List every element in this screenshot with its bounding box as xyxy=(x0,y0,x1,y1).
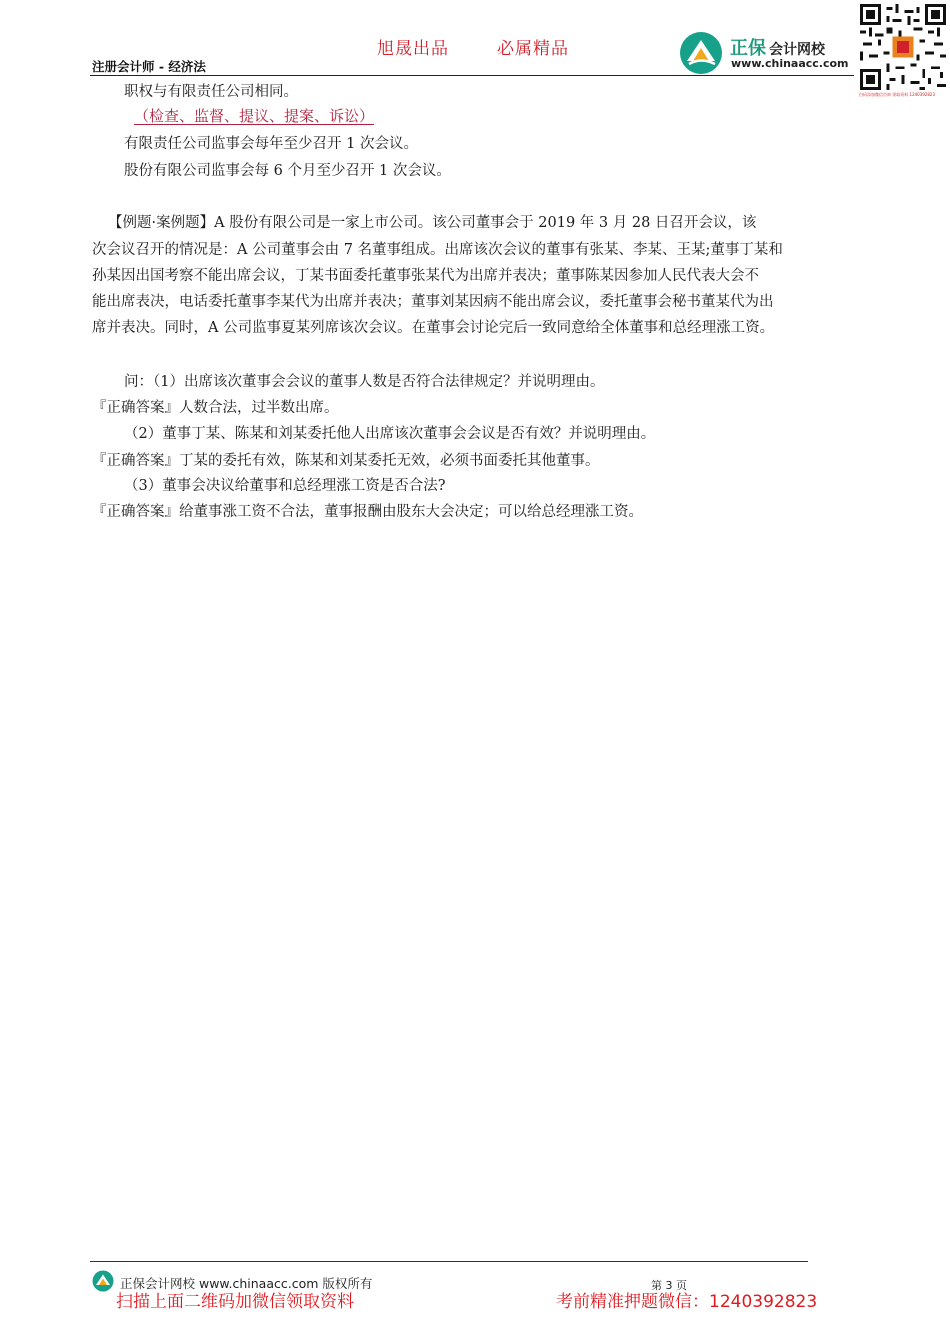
case-line: 次会议召开的情况是：A 公司董事会由 7 名董事组成。出席该次会议的董事有张某、李某、王某;董事丁某和 xyxy=(92,242,783,258)
header-slogan-left: 旭晟出品 xyxy=(377,39,449,59)
highlight-keywords: （检查、监督、提议、提案、诉讼） xyxy=(134,107,375,125)
page-number: 第 3 页 xyxy=(651,1279,687,1292)
body-line-3: 有限责任公司监事会每年至少召开 1 次会议。 xyxy=(124,136,418,152)
answer-3: 『正确答案』给董事涨工资不合法，董事报酬由股东大会决定；可以给总经理涨工资。 xyxy=(92,504,643,520)
case-line: 【例题·案例题】A 股份有限公司是一家上市公司。该公司董事会于 2019 年 3 月 28 日召开会议，该 xyxy=(108,215,757,231)
chinaacc-logo-icon xyxy=(679,31,723,75)
footer-divider xyxy=(90,1261,808,1262)
case-line: 能出席表决，电话委托董事李某代为出席并表决；董事刘某因病不能出席会议，委托董事会秘书董某代为出 xyxy=(92,294,774,310)
footer-promo-left: 扫描上面二维码加微信领取资料 xyxy=(116,1292,354,1312)
footer-promo-right: 考前精准押题微信：1240392823 xyxy=(556,1292,818,1312)
body-line-1: 职权与有限责任公司相同。 xyxy=(124,84,298,100)
qr-caption: 扫码添加微信咨询 领取资料 1240392823 xyxy=(859,92,935,97)
course-title: 注册会计师 - 经济法 xyxy=(92,59,206,74)
footer-copyright: 正保会计网校 www.chinaacc.com 版权所有 xyxy=(120,1276,373,1291)
brand-url: www.chinaacc.com xyxy=(731,57,849,70)
footer-logo-icon xyxy=(92,1270,114,1292)
header-slogan-right: 必属精品 xyxy=(497,39,569,59)
body-line-4: 股份有限公司监事会每 6 个月至少召开 1 次会议。 xyxy=(124,163,451,179)
qr-code-icon xyxy=(860,4,946,90)
answer-2: 『正确答案』丁某的委托有效，陈某和刘某委托无效，必须书面委托其他董事。 xyxy=(92,453,600,469)
case-line: 席并表决。同时，A 公司监事夏某列席该次会议。在董事会讨论完后一致同意给全体董事和总经理涨工资。 xyxy=(92,320,775,336)
question-1: 问：（1）出席该次董事会会议的董事人数是否符合法律规定？并说明理由。 xyxy=(124,374,605,390)
question-2: （2）董事丁某、陈某和刘某委托他人出席该次董事会会议是否有效？并说明理由。 xyxy=(124,426,656,442)
question-3: （3）董事会决议给董事和总经理涨工资是否合法? xyxy=(124,478,446,494)
answer-1: 『正确答案』人数合法，过半数出席。 xyxy=(92,400,339,416)
case-line: 孙某因出国考察不能出席会议，丁某书面委托董事张某代为出席并表决；董事陈某因参加人民代表大会不 xyxy=(92,268,759,284)
header-divider xyxy=(90,75,854,76)
brand-name: 正保 会计网校 xyxy=(730,38,825,59)
